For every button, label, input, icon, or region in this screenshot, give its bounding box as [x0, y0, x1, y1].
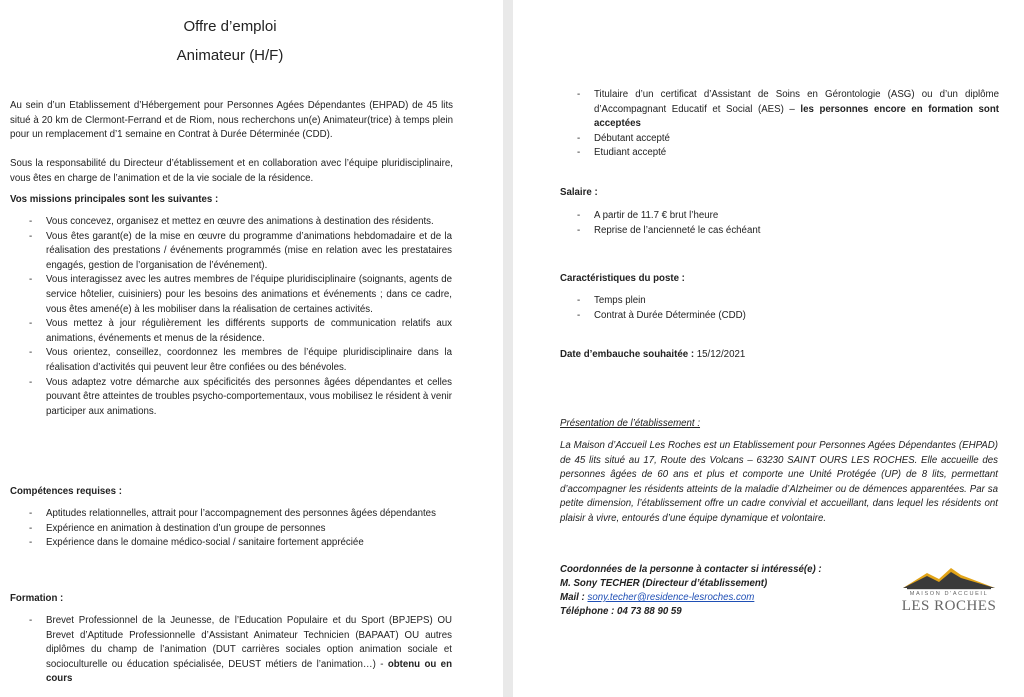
- intro-paragraph: Au sein d’un Etablissement d’Hébergement pour Personnes Agées Dépendantes (EHPAD) de 45 lits situé à 20 km de Clermont-Ferrand et de Riom, nous recherchons un(e) Animateur(trice) à temps plein pour un remplacement d’1 semaine en Contrat à Durée Déterminée (CDD).: [10, 100, 453, 141]
- list-item: - Vous orientez, conseillez, coordonnez les membres de l’équipe pluridisciplinaire dans la réalisation d’activités qui peuvent leur être confiées ou des bénévoles.: [29, 347, 452, 373]
- dash-bullet: -: [29, 508, 33, 519]
- document-page-left: [0, 0, 503, 697]
- list-item: - Etudiant accepté: [594, 146, 999, 161]
- training-list: [29, 614, 452, 687]
- post-list: [577, 294, 999, 323]
- list-item: - Reprise de l’ancienneté le cas échéant: [594, 224, 999, 239]
- mail-link[interactable]: sony.techer@residence-lesroches.com: [587, 592, 755, 603]
- salary-heading: Salaire :: [560, 187, 598, 198]
- dash-bullet: -: [29, 230, 33, 242]
- hire-date-label: Date d’embauche souhaitée :: [560, 349, 695, 360]
- list-item: - Vous êtes garant(e) de la mise en œuvre du programme d’animations hebdomadaire et de la réalisation des prestations / événements programmés (mise en relation avec les prestataires engagés, gestion de l’organisation de l’événement).: [29, 230, 452, 271]
- page-subtitle: Animateur (H/F): [176, 47, 284, 64]
- dash-bullet: -: [29, 537, 33, 549]
- training-status: obtenu ou en cours: [46, 658, 452, 685]
- dash-bullet: -: [29, 216, 33, 227]
- post-heading: Caractéristiques du poste :: [560, 273, 685, 284]
- dash-bullet: -: [29, 347, 33, 359]
- list-item: - Vous mettez à jour régulièrement les différents supports de communication relatifs aux animations, événements et menus de la résidence.: [29, 318, 452, 344]
- skills-list: [29, 507, 452, 551]
- dash-bullet: -: [29, 615, 33, 626]
- dash-bullet: -: [29, 522, 33, 534]
- contact-mail: [560, 591, 754, 606]
- list-item: - Débutant accepté: [594, 132, 999, 147]
- logo-baseline: [907, 588, 991, 589]
- contact-phone: Téléphone : 04 73 88 90 59: [560, 606, 682, 617]
- list-item: - Brevet Professionnel de la Jeunesse, de l’Education Populaire et du Sport (BPJEPS) OU Brevet d’Aptitude Professionnelle d’Assistant Animateur Technicien (BAPAAT) OU autres diplômes du champ de l’animation (DUT carrières sociales option animation sociale et socioculturelle ou éducation spécialisée, DEUST métiers de l’animation…) - obtenu ou en cours: [29, 615, 452, 685]
- contact-heading: Coordonnées de la personne à contacter si intéressé(e) :: [560, 564, 822, 575]
- list-item: - Temps plein: [594, 294, 999, 309]
- training-continued-list: [577, 88, 999, 161]
- dash-bullet: -: [29, 274, 33, 286]
- dash-bullet: -: [577, 224, 581, 236]
- dash-bullet: -: [577, 309, 581, 321]
- presentation-paragraph: La Maison d’Accueil Les Roches est un Etablissement pour Personnes Agées Dépendantes (EHPAD) de 45 lits situé au 17, Route des Volcans – 63230 SAINT OURS LES ROCHES. Elle accueille des personnes âgées de 60 ans et plus et comporte une Unité Protégée (UP) de 8 lits, permettant d’accompagner les résidents atteints de la maladie d’Alzheimer ou de démences apparentées. Par sa petite dimension, l’établissement offre un cadre convivial et accueillant, dans lequel les résidents ont plaisir à vivre, entourés d’une équipe dynamique et volontaire.: [560, 440, 998, 524]
- mail-label: Mail :: [560, 592, 585, 603]
- hire-date-value: 15/12/2021: [696, 349, 746, 360]
- missions-list: [29, 215, 453, 419]
- page-gap: [503, 0, 513, 697]
- contact-name: M. Sony TECHER (Directeur d’établissement): [560, 578, 768, 589]
- dash-bullet: -: [577, 210, 581, 221]
- list-item: - Aptitudes relationnelles, attrait pour l’accompagnement des personnes âgées dépendantes: [46, 507, 452, 522]
- dash-bullet: -: [577, 132, 581, 144]
- list-item: - Expérience dans le domaine médico-social / sanitaire fortement appréciée: [46, 536, 452, 551]
- logo-text-small: MAISON D'ACCUEIL: [909, 591, 989, 597]
- list-item: - Expérience en animation à destination d’un groupe de personnes: [46, 522, 452, 537]
- salary-list: [577, 209, 999, 238]
- dash-bullet: -: [29, 376, 33, 388]
- dash-bullet: -: [577, 89, 581, 100]
- list-item: - Titulaire d’un certificat d’Assistant de Soins en Gérontologie (ASG) ou d’un diplôme d’Accompagnant Educatif et Social (AES) – les personnes encore en formation sont acceptées: [577, 89, 999, 130]
- list-item: - Vous interagissez avec les autres membres de l’équipe pluridisciplinaire (soignants, agents de service hôtelier, cuisiniers) pour les besoins des animations et événements ; dans ce cadre, vous êtes amené(e) à les mobiliser dans la réalisation de certaines activités.: [29, 274, 452, 315]
- training-heading: Formation :: [10, 593, 64, 604]
- presentation-heading: Présentation de l’établissement :: [560, 418, 701, 429]
- dash-bullet: -: [577, 147, 581, 159]
- list-item: - Vous adaptez votre démarche aux spécificités des personnes âgées dépendantes et celles pouvant être atteintes de troubles psycho-comportementaux, vous mobilisez le résident à venir participer aux animations.: [29, 376, 453, 417]
- list-item: - A partir de 11.7 € brut l’heure: [594, 209, 999, 224]
- page-title: Offre d’emploi: [183, 18, 277, 35]
- skills-heading: Compétences requises :: [10, 486, 122, 497]
- in-training-accepted: les personnes encore en formation sont acceptées: [594, 103, 999, 130]
- list-item: - Contrat à Durée Déterminée (CDD): [594, 309, 999, 324]
- hire-date: [560, 348, 745, 363]
- list-item: - Vous concevez, organisez et mettez en œuvre des animations à destination des résidents.: [46, 215, 452, 230]
- dash-bullet: -: [577, 295, 581, 306]
- missions-heading: Vos missions principales sont les suivantes :: [10, 194, 219, 205]
- responsibility-paragraph: Sous la responsabilité du Directeur d’établissement et en collaboration avec l’équipe pluridisciplinaire, vous êtes en charge de l’animation et de la vie sociale de la résidence.: [10, 158, 453, 184]
- dash-bullet: -: [29, 318, 33, 330]
- logo-text-large: LES ROCHES: [901, 598, 997, 614]
